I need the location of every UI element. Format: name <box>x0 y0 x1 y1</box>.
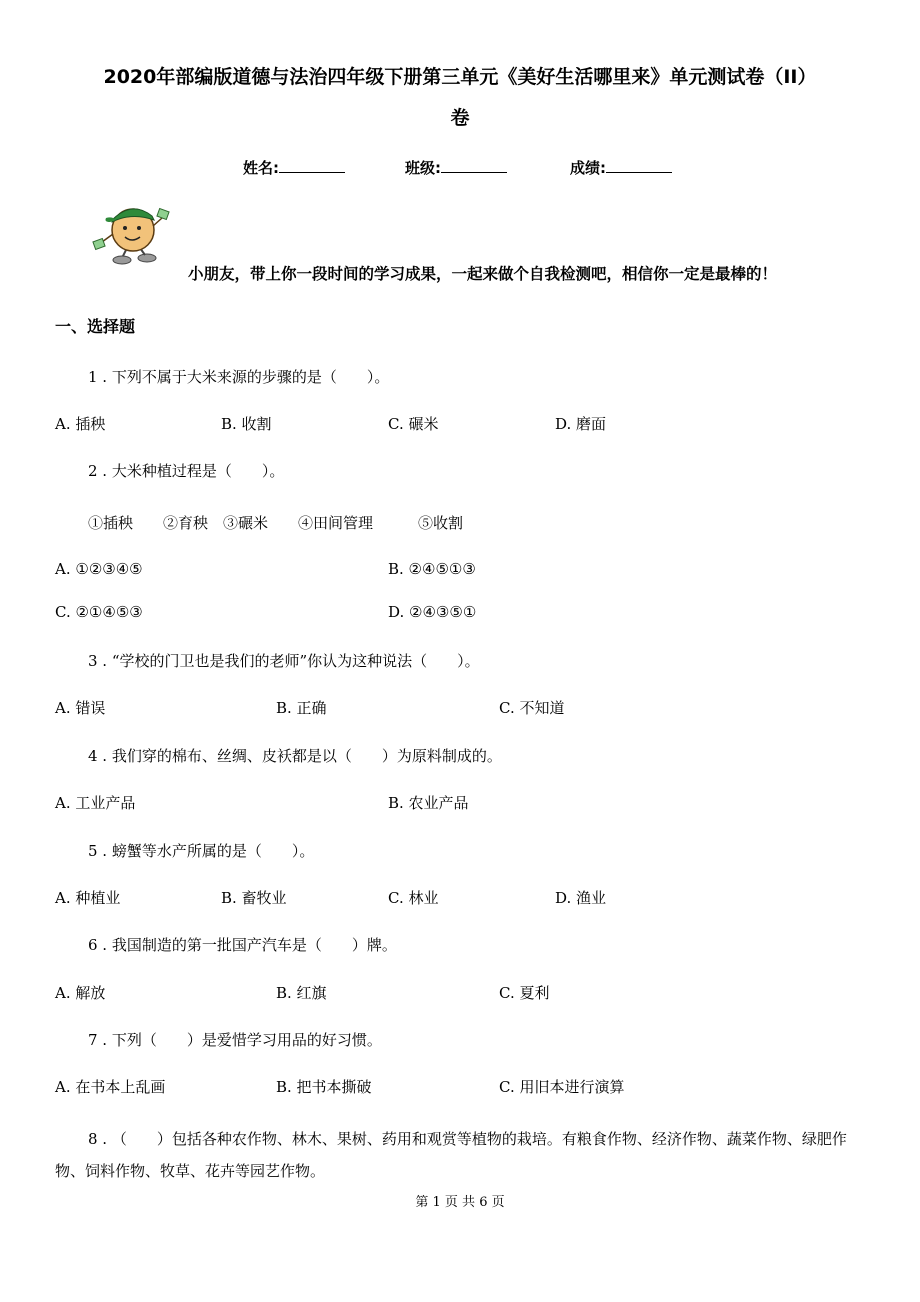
q2-steps: ①插秧 ②育秧 ③碾米 ④田间管理 ⑤收割 <box>88 514 464 532</box>
q2-option-c: C. ②①④⑤③ <box>55 603 143 621</box>
q2-option-b: B. ②④⑤①③ <box>388 560 476 578</box>
class-label: 班级: <box>405 159 441 177</box>
q7-option-a: A. 在书本上乱画 <box>55 1078 166 1096</box>
question-2: 2 . 大米种植过程是（ ）。 <box>88 462 285 480</box>
question-4: 4 . 我们穿的棉布、丝绸、皮袄都是以（ ）为原料制成的。 <box>88 747 502 765</box>
q3-option-a: A. 错误 <box>55 699 106 717</box>
name-label: 姓名: <box>243 159 279 177</box>
page-footer: 第 1 页 共 6 页 <box>415 1195 505 1210</box>
q6-option-b: B. 红旗 <box>276 984 327 1002</box>
q5-option-a: A. 种植业 <box>55 889 121 907</box>
question-3: 3 . “学校的门卫也是我们的老师”你认为这种说法（ ）。 <box>88 652 480 670</box>
page-title-continued: 卷 <box>450 107 470 129</box>
score-label: 成绩: <box>570 159 606 177</box>
q7-option-b: B. 把书本撕破 <box>276 1078 372 1096</box>
q5-option-c: C. 林业 <box>388 889 439 907</box>
question-5: 5 . 螃蟹等水产所属的是（ ）。 <box>88 842 315 860</box>
score-field <box>570 157 672 178</box>
q6-option-c: C. 夏利 <box>499 984 550 1002</box>
q6-option-a: A. 解放 <box>55 984 106 1002</box>
question-7: 7 . 下列（ ）是爱惜学习用品的好习惯。 <box>88 1031 382 1049</box>
encouragement-text: 小朋友，带上你一段时间的学习成果，一起来做个自我检测吧，相信你一定是最棒的！ <box>188 265 778 283</box>
q1-option-a: A. 插秧 <box>55 415 106 433</box>
section-title: 一、选择题 <box>55 317 136 336</box>
class-blank <box>441 158 507 173</box>
name-blank <box>279 158 345 173</box>
q2-option-d: D. ②④③⑤① <box>388 603 477 621</box>
q7-option-c: C. 用旧本进行演算 <box>499 1078 625 1096</box>
class-field <box>405 157 507 178</box>
name-field <box>243 157 345 178</box>
q2-option-a: A. ①②③④⑤ <box>55 560 143 578</box>
page-title: 2020年部编版道德与法治四年级下册第三单元《美好生活哪里来》单元测试卷（II） <box>103 66 817 88</box>
q5-option-d: D. 渔业 <box>555 889 607 907</box>
q5-option-b: B. 畜牧业 <box>221 889 287 907</box>
q3-option-b: B. 正确 <box>276 699 327 717</box>
q1-option-c: C. 碾米 <box>388 415 439 433</box>
mascot-illustration <box>92 198 172 266</box>
q4-option-a: A. 工业产品 <box>55 794 136 812</box>
q1-option-b: B. 收割 <box>221 415 272 433</box>
q4-option-b: B. 农业产品 <box>388 794 469 812</box>
question-1: 1 . 下列不属于大米来源的步骤的是（ ）。 <box>88 368 390 386</box>
score-blank <box>606 158 672 173</box>
q3-option-c: C. 不知道 <box>499 699 565 717</box>
question-8: 8 . （ ）包括各种农作物、林木、果树、药用和观赏等植物的栽培。有粮食作物、经济作物、蔬菜作物、绿肥作物、饲料作物、牧草、花卉等园艺作物。 <box>55 1130 847 1180</box>
q1-option-d: D. 磨面 <box>555 415 607 433</box>
question-6: 6 . 我国制造的第一批国产汽车是（ ）牌。 <box>88 936 397 954</box>
